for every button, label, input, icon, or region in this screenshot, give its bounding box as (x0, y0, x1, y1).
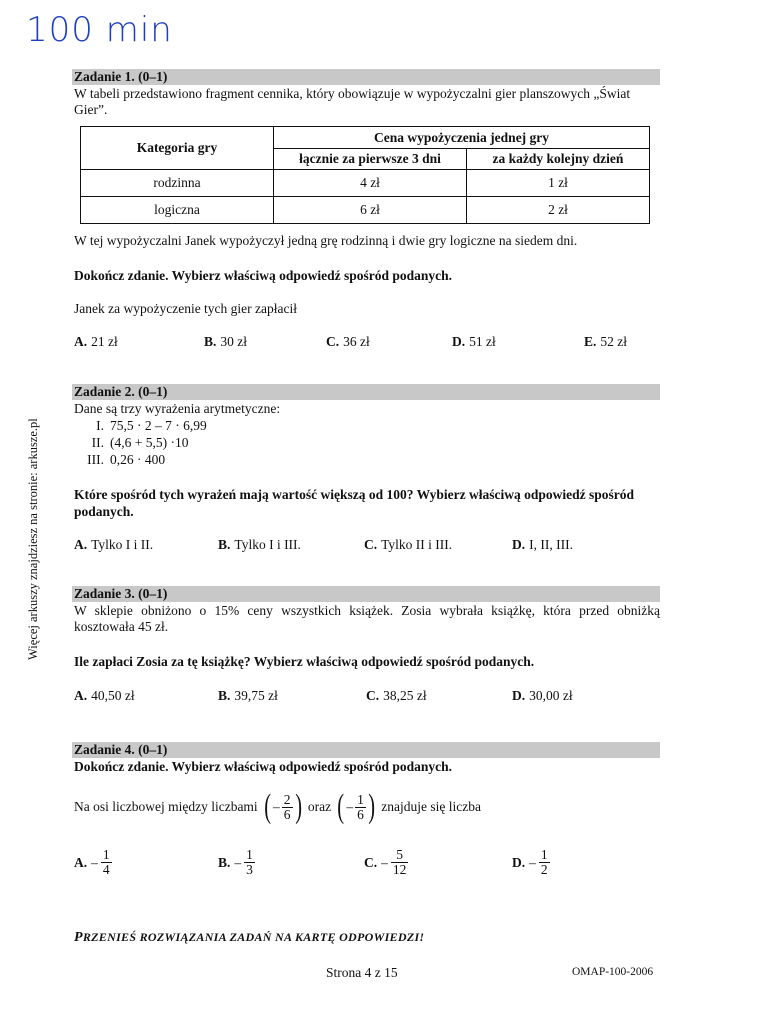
task2-answer-a[interactable]: A. Tylko I i II. (74, 537, 154, 552)
expression-text: (4,6 + 5,5) ·10 (110, 435, 189, 450)
table-subheader-first3: łącznie za pierwsze 3 dni (274, 149, 467, 170)
side-watermark-text: Więcej arkuszy znajdziesz na stronie: arkusze.pl (26, 418, 40, 660)
task2-header: Zadanie 2. (0–1) (72, 384, 660, 400)
table-cell-first3: 6 zł (274, 197, 467, 224)
task2-answer-b[interactable]: B. Tylko I i III. (218, 537, 301, 552)
table-row (81, 197, 650, 224)
task4-stem: Na osi liczbowej między liczbami ( – $\frac{2}{6}$ ) oraz ( – $\frac{1}{6}$ ) znajduje się liczba (74, 788, 481, 825)
fraction: $\frac{1}{6}$ (357, 791, 364, 822)
task3-intro: W sklepie obniżono o 15% ceny wszystkich książek. Zosia wybrała książkę, która przed obniżką kosztowała 45 zł. (74, 603, 660, 634)
expression-number: II. (91, 435, 104, 450)
task3-answer-a[interactable]: A. 40,50 zł (74, 688, 135, 703)
task2-intro: Dane są trzy wyrażenia arytmetyczne: (74, 401, 281, 416)
task3-answer-b[interactable]: B. 39,75 zł (218, 688, 278, 703)
side-watermark (26, 370, 46, 660)
table-cell-next: 1 zł (467, 170, 650, 197)
task3-answer-c[interactable]: C. 38,25 zł (366, 688, 427, 703)
transfer-answers-note: PRZENIEŚ ROZWIĄZANIA ZADAŃ NA KARTĘ ODPOWIEDZI! (74, 930, 425, 945)
expression-number: III. (87, 452, 104, 467)
task2-question: Które spośród tych wyrażeń mają wartość większą od 100? Wybierz właściwą odpowiedź spośród podanych. (74, 487, 634, 519)
table-cell-next: 2 zł (467, 197, 650, 224)
handwritten-time-note: 100 min (26, 10, 173, 50)
task1-answer-e[interactable]: E. 52 zł (584, 334, 628, 349)
task1-answer-c[interactable]: C. 36 zł (326, 334, 370, 349)
task1-answer-b[interactable]: B. 30 zł (204, 334, 248, 349)
table-header-price: Cena wypożyczenia jednej gry (274, 127, 650, 149)
task1-instruction: Dokończ zdanie. Wybierz właściwą odpowiedź spośród podanych. (74, 268, 453, 283)
expression-text: 75,5 · 2 – 7 · 6,99 (110, 418, 207, 433)
table-cell-first3: 4 zł (274, 170, 467, 197)
task2-answer-c[interactable]: C. Tylko II i III. (364, 537, 453, 552)
task4-answer-b[interactable]: B. – $\frac{1}{3}$ (218, 847, 253, 877)
task1-scenario: W tej wypożyczalni Janek wypożyczył jedną grę rodzinną i dwie gry logiczne na siedem dni. (74, 233, 578, 248)
task3-header: Zadanie 3. (0–1) (72, 586, 660, 602)
task4-header: Zadanie 4. (0–1) (72, 742, 660, 758)
task4-answer-d[interactable]: D. – $\frac{1}{2}$ (512, 847, 548, 877)
exam-code: OMAP-100-2006 (572, 966, 654, 978)
price-table (80, 126, 650, 224)
table-subheader-next: za każdy kolejny dzień (467, 149, 650, 170)
task3-answer-d[interactable]: D. 30,00 zł (512, 688, 573, 703)
table-cell-category: logiczna (81, 197, 274, 224)
task1-intro: W tabeli przedstawiono fragment cennika, który obowiązuje w wypożyczalni gier planszowych „Świat Gier”. (74, 86, 631, 117)
task1-header: Zadanie 1. (0–1) (72, 69, 660, 85)
task3-question: Ile zapłaci Zosia za tę książkę? Wybierz właściwą odpowiedź spośród podanych. (74, 654, 535, 669)
fraction: $\frac{2}{6}$ (283, 791, 291, 822)
table-row (81, 170, 650, 197)
page-number: Strona 4 z 15 (326, 965, 398, 980)
task4-answer-a[interactable]: A. – $\frac{1}{4}$ (74, 847, 110, 877)
task1-stem: Janek za wypożyczenie tych gier zapłacił (74, 301, 298, 316)
table-cell-category: rodzinna (81, 170, 274, 197)
table-header-category: Kategoria gry (81, 127, 274, 170)
task1-answer-a[interactable]: A. 21 zł (74, 334, 118, 349)
task1-answer-d[interactable]: D. 51 zł (452, 334, 496, 349)
expression-number: I. (96, 418, 104, 433)
task4-answer-c[interactable]: C. – $\frac{5}{12}$ (364, 847, 407, 877)
expression-text: 0,26 · 400 (110, 452, 166, 467)
task4-instruction: Dokończ zdanie. Wybierz właściwą odpowiedź spośród podanych. (74, 759, 453, 774)
task2-answer-d[interactable]: D. I, II, III. (512, 537, 573, 552)
